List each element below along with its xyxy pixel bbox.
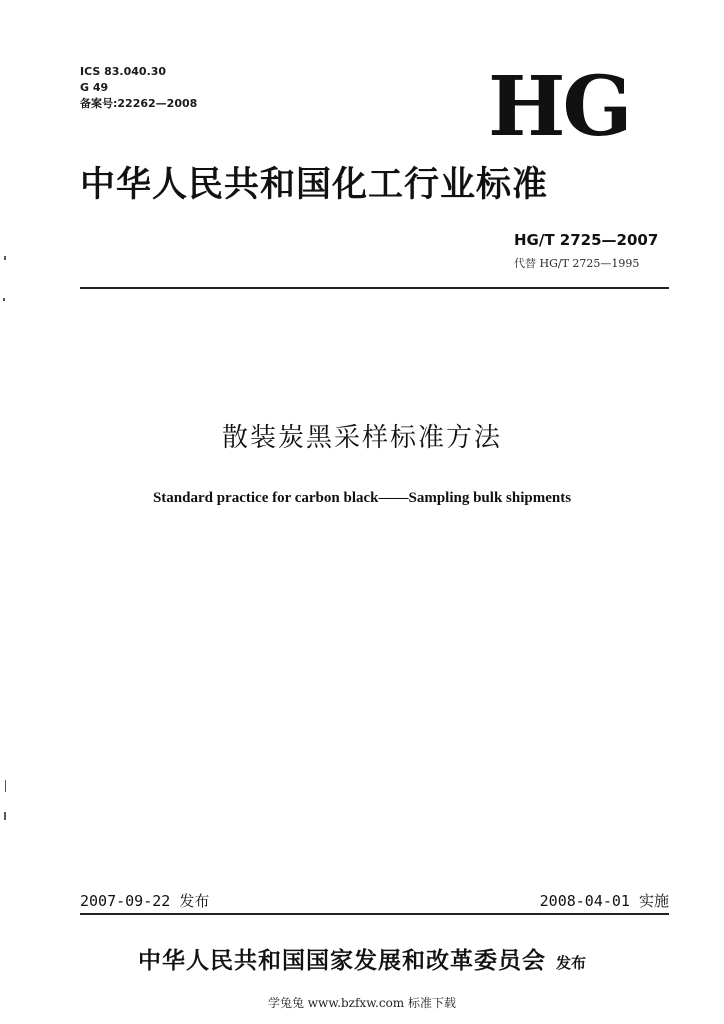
- download-footer: 学兔兔 www.bzfxw.com 标准下载: [267, 996, 457, 1010]
- ccs-code: G 49: [80, 81, 109, 94]
- hg-logo: HG: [488, 59, 630, 155]
- standard-code: HG/T 2725—2007: [514, 231, 659, 249]
- ics-code: ICS 83.040.30: [80, 65, 167, 78]
- filing-number: 备案号:22262—2008: [80, 97, 198, 110]
- scan-speck: [4, 812, 6, 820]
- implementation-date: 2008-04-01 实施: [539, 892, 669, 910]
- scan-speck: [3, 298, 5, 301]
- scan-speck: [4, 256, 6, 260]
- industry-standard-title: 中华人民共和国化工行业标准: [80, 164, 549, 205]
- issuer-name: 中华人民共和国国家发展和改革委员会: [137, 947, 546, 974]
- issuer-line: [0, 944, 724, 980]
- issuer-suffix: 发布: [555, 954, 586, 972]
- document-title-en: Standard practice for carbon black——Sampling bulk shipments: [152, 490, 572, 506]
- document-title-cn: 散装炭黑采样标准方法: [221, 423, 502, 453]
- replaced-standard: 代替 HG/T 2725—1995: [514, 257, 640, 270]
- issue-date: 2007-09-22 发布: [80, 892, 210, 910]
- top-divider: [80, 287, 669, 289]
- bottom-divider: [80, 913, 669, 915]
- scan-speck: [5, 780, 6, 792]
